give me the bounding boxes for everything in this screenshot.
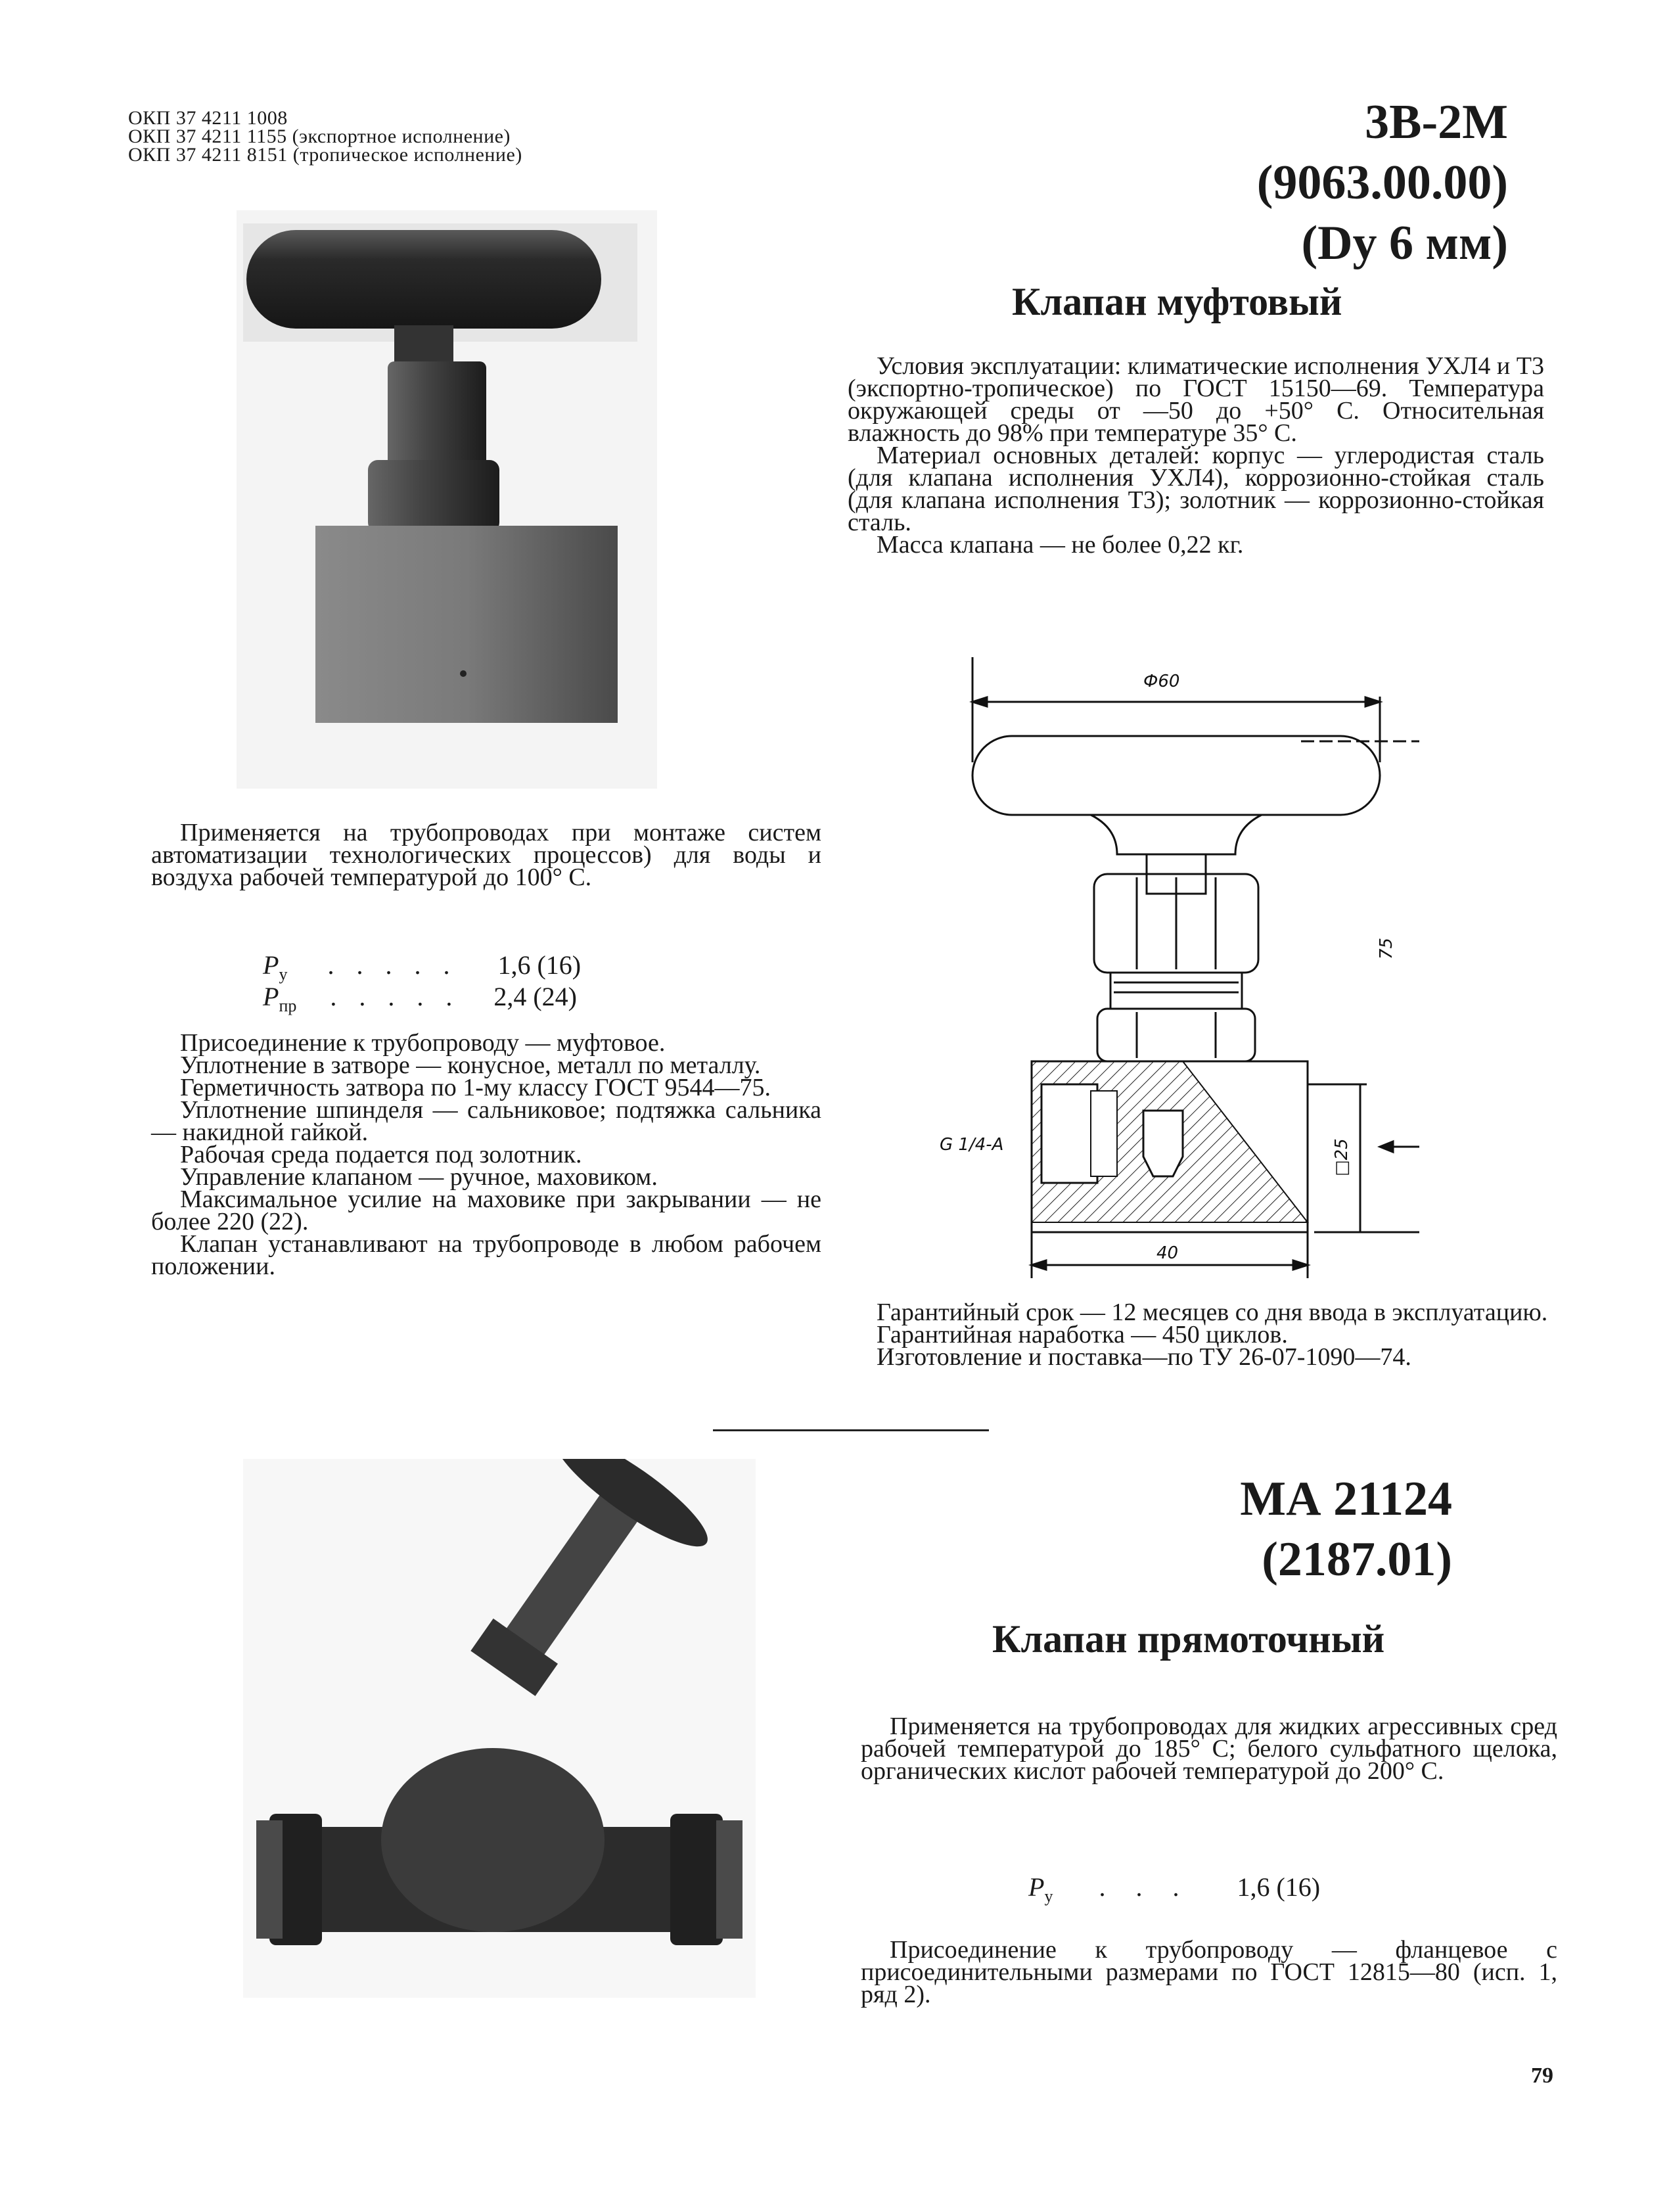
valve1-application: Применяется на трубопроводах при монтаже систем автоматизации технологических процессов) для воды и воздуха рабочей температурой до 100° С. — [151, 819, 821, 891]
valve2-application: Применяется на трубопроводах для жидких агрессивных сред рабочей температурой до 185° С; белого сульфатного щелока, органических кислот рабочей температурой до 200° С. — [861, 1713, 1557, 1785]
dim-diameter: Ф60 — [1143, 672, 1180, 691]
valve1-photo — [237, 210, 657, 789]
section-divider — [713, 1429, 989, 1431]
pressure-row: $P_у$ . . . . . 1,6 (16) — [263, 950, 582, 984]
okp-row: ОКП 37 4211 8151 (тропическое исполнение) — [128, 144, 522, 166]
valve2-photo — [243, 1459, 756, 1998]
dim-height: 75 — [1377, 937, 1396, 959]
okp-row: ОКП 37 4211 1008 — [128, 107, 288, 129]
valve2-pressure-row: $P_у$ . . . 1,6 (16) — [1028, 1872, 1321, 1906]
valve1-conditions: Условия эксплуатации: климатические исполнения УХЛ4 и Т3 (экспортно-тропическое) по ГОСТ 15150—69. Температура окружающей среды от —50 до +50° С. Относительная влажность до 98% при температуре 35° С. Материал основных деталей: корпус — углеродистая сталь (для клапана исполнения УХЛ4), коррозионно-стойкая сталь (для клапана исполнения Т3); золотник — коррозионно-стойкая сталь. Масса клапана — не более 0,22 кг. — [848, 352, 1544, 559]
dim-thread: G 1/4-A — [940, 1135, 1004, 1155]
valve1-features: Присоединение к трубопроводу — муфтовое. Уплотнение в затворе — конусное, металл по металлу. Герметичность затвора по 1-му классу ГОСТ 9544—75. Уплотнение шпинделя — сальниковое; подтяжка сальника — накидной гайкой. Рабочая среда подается под золотник. Управление клапаном — ручное, маховиком. Максимальное усилие на маховике при закрывании — не более 220 (22). Клапан устанавливают на трубопроводе в любом рабочем положении. — [151, 1029, 821, 1280]
valve1-code: 3В-2М (9063.00.00) (Dу 6 мм) — [1256, 95, 1508, 270]
okp-row: ОКП 37 4211 1155 (экспортное исполнение) — [128, 126, 511, 147]
valve2-code: МА 21124 (2187.01) — [1240, 1472, 1452, 1586]
dim-square: □25 — [1332, 1138, 1352, 1176]
valve1-warranty: Гарантийный срок — 12 месяцев со дня ввода в эксплуатацию. Гарантийная наработка — 450 циклов. Изготовление и поставка—по ТУ 26-07-1090—74. — [877, 1299, 1548, 1371]
page-number: 79 — [1531, 2063, 1553, 2088]
valve1-drawing — [920, 657, 1419, 1281]
pressure-row: $P_{пр}$ . . . . . 2,4 (24) — [263, 982, 577, 1015]
dim-width: 40 — [1156, 1243, 1179, 1263]
valve2-title: Клапан прямоточный — [992, 1617, 1385, 1661]
okp-codes — [128, 109, 641, 164]
valve2-connection: Присоединение к трубопроводу — фланцевое с присоединительными размерами по ГОСТ 12815—80 (исп. 1, ряд 2). — [861, 1936, 1557, 2008]
valve1-title: Клапан муфтовый — [1012, 280, 1342, 323]
